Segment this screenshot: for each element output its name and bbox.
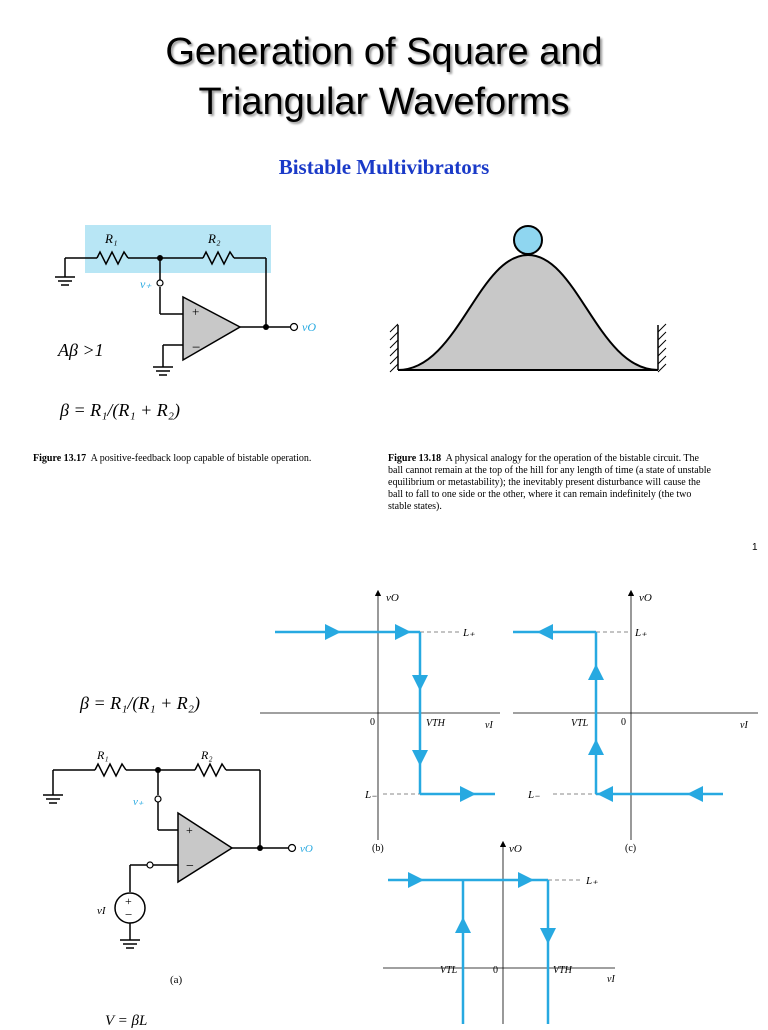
resistor-r2-label: R₂	[208, 231, 221, 246]
graph-d-vth: VTH	[553, 965, 572, 976]
graph-b-vo-label: vO	[386, 592, 399, 604]
label-a: (a)	[170, 974, 183, 986]
graph-d-vtl: VTL	[440, 965, 458, 976]
figure-13-18-caption-label: Figure 13.18	[388, 453, 442, 464]
opamp-a-minus-label: −	[186, 859, 194, 874]
graph-d-origin: 0	[493, 965, 498, 976]
vi-a-label: vI	[97, 905, 106, 917]
source-plus-label: +	[125, 894, 132, 908]
slide2-beta-equation: β = R₁/(R₁ + R₂)	[80, 693, 201, 713]
resistor-r1-label: R₁	[105, 231, 118, 246]
graph-d-lplus: L₊	[586, 875, 598, 887]
figure-13-18-caption	[388, 453, 713, 513]
graph-c-lplus: L₊	[635, 627, 647, 639]
graph-c-lminus: L₋	[528, 789, 540, 801]
vo-label: vO	[302, 320, 316, 334]
label-c: (c)	[625, 843, 637, 854]
vplus-a-label: v₊	[133, 796, 144, 808]
ball	[514, 226, 542, 254]
slide-subtitle: Bistable Multivibrators	[278, 155, 490, 179]
opamp-plus-label: +	[192, 304, 200, 319]
bottom-equation: V = βL	[105, 1013, 148, 1029]
loop-gain-equation: Aβ >1	[58, 340, 104, 360]
vo-a-label: vO	[300, 843, 313, 855]
graph-c-origin: 0	[621, 717, 626, 728]
figure-13-17-caption-text: A positive-feedback loop capable of bistable operation.	[90, 453, 312, 464]
graph-b-lminus: L₋	[365, 789, 377, 801]
graph-d-vi-label: vI	[607, 974, 615, 985]
figure-13-17-caption-label: Figure 13.17	[33, 453, 87, 464]
graph-c-vtl: VTL	[571, 718, 589, 729]
source-minus-label: −	[125, 907, 133, 922]
resistor-a-r1-label: R₁	[97, 748, 109, 762]
slide-title-line2: Triangular Waveforms	[198, 81, 570, 123]
figure-13-18-hill	[388, 220, 668, 380]
resistor-a-r2-label: R₂	[201, 748, 213, 762]
slide-title-line1: Generation of Square and	[165, 31, 603, 73]
graph-b-lplus: L₊	[463, 627, 475, 639]
opamp-a-plus-label: +	[186, 823, 193, 837]
page-number: 1	[752, 542, 758, 553]
graph-b-origin: 0	[370, 717, 375, 728]
hill-shape	[398, 255, 658, 370]
vplus-label: v₊	[140, 277, 152, 291]
graph-d-vo-label: vO	[509, 843, 522, 855]
graph-b-vi-label: vI	[485, 720, 493, 731]
opamp-minus-label: −	[192, 340, 201, 356]
label-b: (b)	[372, 843, 384, 854]
figure-13-17-caption	[33, 453, 328, 465]
graph-b	[260, 585, 505, 855]
graph-c-vi-label: vI	[740, 720, 748, 731]
figure-13-18-caption-text: A physical analogy for the operation of the bistable circuit. The ball cannot remain at the top of the hill for any length of time (a state of unstable equilibrium or metastability); the inevitably present disturbance will cause the ball to fall to one side or the other, where it can remain indefinitely (the two stable states).	[388, 453, 711, 512]
beta-equation: β = R₁/(R₁ + R₂)	[60, 400, 181, 420]
graph-c-vo-label: vO	[639, 592, 652, 604]
graph-b-vth: VTH	[426, 718, 445, 729]
graph-d	[383, 838, 623, 1024]
graph-c	[508, 585, 763, 855]
